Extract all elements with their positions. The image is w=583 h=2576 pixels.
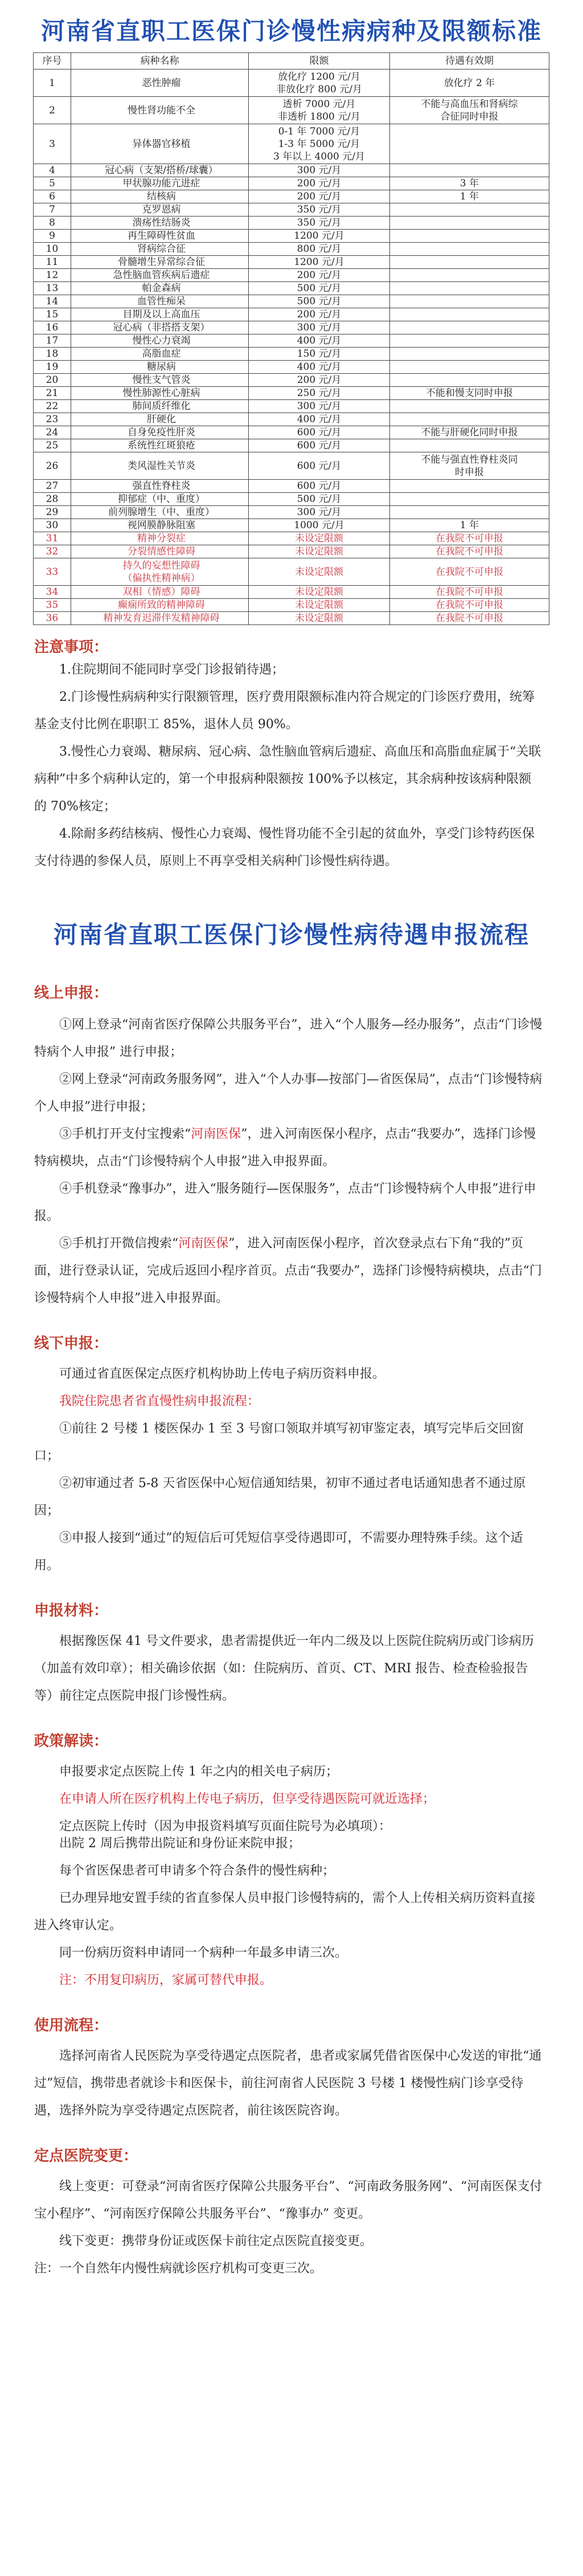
cell-name: 甲状腺功能亢进症 bbox=[71, 177, 249, 190]
cell-period bbox=[390, 230, 549, 243]
cell-period bbox=[390, 269, 549, 282]
cell-no: 29 bbox=[34, 506, 71, 519]
table-row bbox=[34, 439, 549, 452]
header-limit: 限额 bbox=[249, 53, 390, 70]
cell-period bbox=[390, 506, 549, 519]
cell-limit: 透析 7000 元/月 非透析 1800 元/月 bbox=[249, 97, 390, 124]
cell-no: 31 bbox=[34, 532, 71, 545]
cell-no: 16 bbox=[34, 321, 71, 334]
cell-limit: 未设定限额 bbox=[249, 532, 390, 545]
table-row bbox=[34, 164, 549, 177]
materials-text: 根据豫医保 41 号文件要求，患者需提供近一年内二级及以上医院住院病历或门诊病历（加盖有效印章）；相关确诊依据（如：住院病历、首页、CT、MRI 报告、检查检验报告等）前往定点医院申报门诊慢性病。 bbox=[34, 1634, 534, 1703]
offline-step-1: ①前往 2 号楼 1 楼医保办 1 至 3 号窗口领取并填写初审鉴定表，填写完毕后交回窗口； bbox=[34, 1422, 524, 1463]
cell-name: 骨髓增生异常综合征 bbox=[71, 256, 249, 269]
cell-limit: 400 元/月 bbox=[249, 334, 390, 348]
cell-period bbox=[390, 361, 549, 374]
change-heading: 定点医院变更： bbox=[34, 2148, 138, 2165]
cell-name: 强直性脊柱炎 bbox=[71, 480, 249, 493]
cell-name: 精神发育迟滞伴发精神障碍 bbox=[71, 612, 249, 625]
cell-no: 11 bbox=[34, 256, 71, 269]
cell-period: 在我院不可申报 bbox=[390, 586, 549, 599]
table-row bbox=[34, 374, 549, 387]
cell-limit: 600 元/月 bbox=[249, 452, 390, 480]
cell-no: 18 bbox=[34, 348, 71, 361]
cell-name: 双相（情感）障碍 bbox=[71, 586, 249, 599]
cell-no: 3 bbox=[34, 124, 71, 164]
cell-name: 精神分裂症 bbox=[71, 532, 249, 545]
cell-no: 24 bbox=[34, 426, 71, 439]
cell-name: 冠心病（非搭搭支架） bbox=[71, 321, 249, 334]
cell-period bbox=[390, 439, 549, 452]
header-no: 序号 bbox=[34, 53, 71, 70]
cell-limit: 500 元/月 bbox=[249, 295, 390, 308]
table-row bbox=[34, 599, 549, 612]
cell-limit: 300 元/月 bbox=[249, 506, 390, 519]
cell-name: 血管性痴呆 bbox=[71, 295, 249, 308]
policy-line-3b: 出院 2 周后携带出院证和身份证来院申报； bbox=[59, 1836, 301, 1851]
cell-limit: 800 元/月 bbox=[249, 243, 390, 256]
cell-name: 癫痫所致的精神障碍 bbox=[71, 599, 249, 612]
note-item: 4.除耐多药结核病、慢性心力衰竭、慢性肾功能不全引起的贫血外，享受门诊特药医保支付待遇的参保人员，原则上不再享受相关病种门诊慢性病待遇。 bbox=[34, 827, 535, 868]
cell-name: 糖尿病 bbox=[71, 361, 249, 374]
cell-name: 恶性肿瘤 bbox=[71, 70, 249, 97]
cell-period bbox=[390, 493, 549, 506]
page-title: 河南省直职工医保门诊慢性病病种及限额标准 bbox=[40, 17, 542, 45]
cell-period bbox=[390, 480, 549, 493]
cell-period bbox=[390, 321, 549, 334]
cell-limit: 600 元/月 bbox=[249, 480, 390, 493]
cell-limit: 1000 元/月 bbox=[249, 519, 390, 532]
change-note: 注：一个自然年内慢性病就诊医疗机构可变更三次。 bbox=[34, 2261, 323, 2276]
header-period: 待遇有效期 bbox=[390, 53, 549, 70]
cell-no: 26 bbox=[34, 452, 71, 480]
cell-period bbox=[390, 243, 549, 256]
cell-period bbox=[390, 164, 549, 177]
cell-name: 类风湿性关节炎 bbox=[71, 452, 249, 480]
cell-period bbox=[390, 400, 549, 413]
usage-text: 选择河南省人民医院为享受待遇定点医院者，患者或家属凭借省医保中心发送的审批“通过”短信，携带患者就诊卡和医保卡，前往河南省人民医院 3 号楼 1 楼慢性病门诊享受待遇，选择外院为享受待遇定点医院者，前往该医院咨询。 bbox=[34, 2049, 542, 2118]
table-row bbox=[34, 586, 549, 599]
cell-no: 1 bbox=[34, 70, 71, 97]
table-row bbox=[34, 506, 549, 519]
notes-list bbox=[0, 656, 583, 875]
table-row bbox=[34, 519, 549, 532]
cell-name: 再生障碍性贫血 bbox=[71, 230, 249, 243]
table-row bbox=[34, 480, 549, 493]
online-heading: 线上申报： bbox=[34, 985, 109, 1002]
table-row bbox=[34, 426, 549, 439]
table-row bbox=[34, 282, 549, 295]
table-row bbox=[34, 545, 549, 558]
table-row bbox=[34, 400, 549, 413]
cell-no: 6 bbox=[34, 190, 71, 203]
table-row bbox=[34, 203, 549, 217]
offline-intro: 可通过省直医保定点医疗机构协助上传电子病历资料申报。 bbox=[59, 1367, 385, 1381]
table-row bbox=[34, 256, 549, 269]
cell-limit: 未设定限额 bbox=[249, 558, 390, 586]
cell-limit: 1200 元/月 bbox=[249, 256, 390, 269]
online-step-5: ⑤手机打开微信搜索“河南医保”，进入河南医保小程序，首次登录点右下角“我的”页面，进行登录认证，完成后返回小程序首页。点击“我要办”，选择门诊慢特病模块，点击“门诊慢特病个人申报”进入申报界面。 bbox=[34, 1236, 542, 1305]
cell-no: 19 bbox=[34, 361, 71, 374]
cell-period bbox=[390, 334, 549, 348]
table-row bbox=[34, 124, 549, 164]
disease-limit-table bbox=[33, 52, 549, 625]
cell-name: 溃疡性结肠炎 bbox=[71, 217, 249, 230]
cell-no: 8 bbox=[34, 217, 71, 230]
cell-period bbox=[390, 256, 549, 269]
cell-no: 25 bbox=[34, 439, 71, 452]
materials-heading: 申报材料： bbox=[34, 1602, 109, 1619]
cell-name: 慢性肺源性心脏病 bbox=[71, 387, 249, 400]
cell-period bbox=[390, 348, 549, 361]
cell-period: 在我院不可申报 bbox=[390, 599, 549, 612]
cell-no: 9 bbox=[34, 230, 71, 243]
cell-period: 不能和慢支同时申报 bbox=[390, 387, 549, 400]
cell-period bbox=[390, 295, 549, 308]
cell-name: 目期及以上高血压 bbox=[71, 308, 249, 321]
header-name: 病种名称 bbox=[71, 53, 249, 70]
table-header-row bbox=[34, 53, 549, 70]
cell-name: 前列腺增生（中、重度） bbox=[71, 506, 249, 519]
cell-limit: 0-1 年 7000 元/月 1-3 年 5000 元/月 3 年以上 4000 元/月 bbox=[249, 124, 390, 164]
cell-no: 36 bbox=[34, 612, 71, 625]
cell-limit: 350 元/月 bbox=[249, 217, 390, 230]
table-row bbox=[34, 321, 549, 334]
change-online: 线上变更：可登录“河南省医疗保障公共服务平台”、“河南政务服务网”、“河南医保支付宝小程序”、“河南医疗保障公共服务平台”、“豫事办” 变更。 bbox=[34, 2179, 543, 2221]
cell-limit: 200 元/月 bbox=[249, 190, 390, 203]
offline-heading: 线下申报： bbox=[34, 1335, 109, 1352]
cell-no: 28 bbox=[34, 493, 71, 506]
cell-period bbox=[390, 217, 549, 230]
table-row bbox=[34, 190, 549, 203]
table-row bbox=[34, 177, 549, 190]
cell-name: 视网膜静脉阻塞 bbox=[71, 519, 249, 532]
cell-name: 慢性支气管炎 bbox=[71, 374, 249, 387]
cell-period: 3 年 bbox=[390, 177, 549, 190]
cell-limit: 1200 元/月 bbox=[249, 230, 390, 243]
cell-period: 不能与肝硬化同时申报 bbox=[390, 426, 549, 439]
cell-no: 23 bbox=[34, 413, 71, 426]
table-row bbox=[34, 308, 549, 321]
online-step-3: ③手机打开支付宝搜索“河南医保”，进入河南医保小程序，点击“我要办”，选择门诊慢特病模块，点击“门诊慢特病个人申报”进入申报界面。 bbox=[34, 1127, 536, 1169]
cell-name: 系统性红斑狼疮 bbox=[71, 439, 249, 452]
cell-name: 肺间质纤维化 bbox=[71, 400, 249, 413]
table-row bbox=[34, 230, 549, 243]
cell-period bbox=[390, 308, 549, 321]
table-row bbox=[34, 295, 549, 308]
cell-name: 慢性心力衰竭 bbox=[71, 334, 249, 348]
cell-limit: 400 元/月 bbox=[249, 413, 390, 426]
online-step-2: ②网上登录“河南政务服务网”，进入“个人办事—按部门—省医保局”，点击“门诊慢特病个人申报”进行申报； bbox=[34, 1072, 543, 1114]
cell-limit: 200 元/月 bbox=[249, 177, 390, 190]
cell-period: 1 年 bbox=[390, 519, 549, 532]
cell-name: 异体器官移植 bbox=[71, 124, 249, 164]
cell-period: 在我院不可申报 bbox=[390, 532, 549, 545]
cell-period: 在我院不可申报 bbox=[390, 558, 549, 586]
cell-period: 在我院不可申报 bbox=[390, 545, 549, 558]
cell-name: 肝硬化 bbox=[71, 413, 249, 426]
online-step-4: ④手机登录“豫事办”，进入“服务随行—医保服务”，点击“门诊慢特病个人申报”进行申报。 bbox=[34, 1182, 536, 1223]
process-title: 河南省直职工医保门诊慢性病待遇申报流程 bbox=[53, 921, 529, 949]
cell-period bbox=[390, 374, 549, 387]
cell-no: 5 bbox=[34, 177, 71, 190]
table-row bbox=[34, 612, 549, 625]
cell-name: 分裂情感性障碍 bbox=[71, 545, 249, 558]
cell-limit: 未设定限额 bbox=[249, 586, 390, 599]
notes-heading: 注意事项： bbox=[34, 639, 109, 656]
cell-period: 不能与高血压和肾病综 合征同时申报 bbox=[390, 97, 549, 124]
note-item: 2.门诊慢性病病种实行限额管理，医疗费用限额标准内符合规定的门诊医疗费用，统筹基金支付比例在职职工 85%，退休人员 90%。 bbox=[34, 690, 535, 732]
offline-step-2: ②初审通过者 5-8 天省医保中心短信通知结果，初审不通过者电话通知患者不通过原因； bbox=[34, 1476, 526, 1518]
cell-period: 在我院不可申报 bbox=[390, 612, 549, 625]
cell-no: 33 bbox=[34, 558, 71, 586]
table-row bbox=[34, 334, 549, 348]
cell-name: 帕金森病 bbox=[71, 282, 249, 295]
cell-no: 21 bbox=[34, 387, 71, 400]
table-row bbox=[34, 70, 549, 97]
cell-name: 肾病综合征 bbox=[71, 243, 249, 256]
policy-line-1: 申报要求定点医院上传 1 年之内的相关电子病历； bbox=[59, 1765, 338, 1779]
cell-period bbox=[390, 124, 549, 164]
cell-limit: 300 元/月 bbox=[249, 400, 390, 413]
cell-name: 克罗恩病 bbox=[71, 203, 249, 217]
table-row bbox=[34, 243, 549, 256]
change-offline: 线下变更：携带身份证或医保卡前往定点医院直接变更。 bbox=[59, 2234, 373, 2248]
cell-period bbox=[390, 203, 549, 217]
online-step-1: ①网上登录“河南省医疗保障公共服务平台”，进入“个人服务—经办服务”，点击“门诊慢特病个人申报” 进行申报； bbox=[34, 1018, 543, 1059]
note-item: 3.慢性心力衰竭、糖尿病、冠心病、急性脑血管病后遗症、高血压和高脂血症属于“关联病种”中多个病种认定的，第一个申报病种限额按 100%予以核定，其余病种按该病种限额的 70%核定； bbox=[34, 745, 541, 814]
cell-limit: 放化疗 1200 元/月 非放化疗 800 元/月 bbox=[249, 70, 390, 97]
policy-line-5: 已办理异地安置手续的省直参保人员申报门诊慢特病的，需个人上传相关病历资料直接进入终审认定。 bbox=[34, 1891, 536, 1933]
policy-line-6: 同一份病历资料申请同一个病种一年最多申请三次。 bbox=[59, 1946, 348, 1960]
cell-limit: 200 元/月 bbox=[249, 269, 390, 282]
table-row bbox=[34, 558, 549, 586]
cell-name: 结核病 bbox=[71, 190, 249, 203]
cell-limit: 600 元/月 bbox=[249, 426, 390, 439]
table-row bbox=[34, 361, 549, 374]
table-row bbox=[34, 413, 549, 426]
cell-limit: 200 元/月 bbox=[249, 308, 390, 321]
cell-limit: 250 元/月 bbox=[249, 387, 390, 400]
usage-heading: 使用流程： bbox=[34, 2017, 109, 2034]
cell-no: 20 bbox=[34, 374, 71, 387]
policy-heading: 政策解读： bbox=[34, 1733, 109, 1750]
cell-limit: 400 元/月 bbox=[249, 361, 390, 374]
cell-limit: 未设定限额 bbox=[249, 612, 390, 625]
cell-name: 抑郁症（中、重度） bbox=[71, 493, 249, 506]
policy-line-4: 每个省医保患者可申请多个符合条件的慢性病种； bbox=[59, 1864, 335, 1878]
cell-limit: 500 元/月 bbox=[249, 493, 390, 506]
cell-period: 不能与强直性脊柱炎同 时申报 bbox=[390, 452, 549, 480]
policy-note: 注：不用复印病历，家属可替代申报。 bbox=[59, 1973, 273, 1987]
cell-no: 34 bbox=[34, 586, 71, 599]
cell-limit: 500 元/月 bbox=[249, 282, 390, 295]
cell-limit: 600 元/月 bbox=[249, 439, 390, 452]
cell-limit: 300 元/月 bbox=[249, 321, 390, 334]
table-row bbox=[34, 387, 549, 400]
cell-no: 7 bbox=[34, 203, 71, 217]
cell-limit: 未设定限额 bbox=[249, 545, 390, 558]
cell-period: 1 年 bbox=[390, 190, 549, 203]
cell-no: 14 bbox=[34, 295, 71, 308]
cell-limit: 150 元/月 bbox=[249, 348, 390, 361]
cell-no: 22 bbox=[34, 400, 71, 413]
note-item: 1.住院期间不能同时享受门诊报销待遇； bbox=[59, 663, 284, 677]
cell-no: 2 bbox=[34, 97, 71, 124]
table-row bbox=[34, 348, 549, 361]
cell-no: 12 bbox=[34, 269, 71, 282]
cell-no: 17 bbox=[34, 334, 71, 348]
cell-no: 15 bbox=[34, 308, 71, 321]
table-row bbox=[34, 452, 549, 480]
cell-no: 35 bbox=[34, 599, 71, 612]
cell-limit: 200 元/月 bbox=[249, 374, 390, 387]
cell-period bbox=[390, 413, 549, 426]
table-row bbox=[34, 97, 549, 124]
cell-limit: 300 元/月 bbox=[249, 164, 390, 177]
cell-no: 27 bbox=[34, 480, 71, 493]
policy-line-2: 在申请人所在医疗机构上传电子病历，但享受待遇医院可就近选择； bbox=[59, 1792, 436, 1806]
cell-no: 13 bbox=[34, 282, 71, 295]
cell-name: 高脂血症 bbox=[71, 348, 249, 361]
cell-no: 32 bbox=[34, 545, 71, 558]
cell-name: 持久的妄想性障碍 （偏执性精神病） bbox=[71, 558, 249, 586]
policy-line-3a: 定点医院上传时（因为申报资料填写页面住院号为必填项）： bbox=[59, 1819, 392, 1834]
cell-no: 4 bbox=[34, 164, 71, 177]
cell-limit: 350 元/月 bbox=[249, 203, 390, 217]
cell-limit: 未设定限额 bbox=[249, 599, 390, 612]
table-row bbox=[34, 217, 549, 230]
cell-no: 10 bbox=[34, 243, 71, 256]
cell-period bbox=[390, 282, 549, 295]
cell-period: 放化疗 2 年 bbox=[390, 70, 549, 97]
offline-hospital-process: 我院住院患者省直慢性病申报流程： bbox=[59, 1394, 260, 1409]
table-row bbox=[34, 532, 549, 545]
cell-name: 急性脑血管疾病后遗症 bbox=[71, 269, 249, 282]
offline-step-3: ③申报人接到“通过”的短信后可凭短信享受待遇即可，不需要办理特殊手续。这个适用。 bbox=[34, 1531, 523, 1573]
cell-name: 自身免疫性肝炎 bbox=[71, 426, 249, 439]
table-row bbox=[34, 269, 549, 282]
cell-name: 冠心病（支架/搭桥/球囊） bbox=[71, 164, 249, 177]
table-row bbox=[34, 493, 549, 506]
cell-no: 30 bbox=[34, 519, 71, 532]
cell-name: 慢性肾功能不全 bbox=[71, 97, 249, 124]
